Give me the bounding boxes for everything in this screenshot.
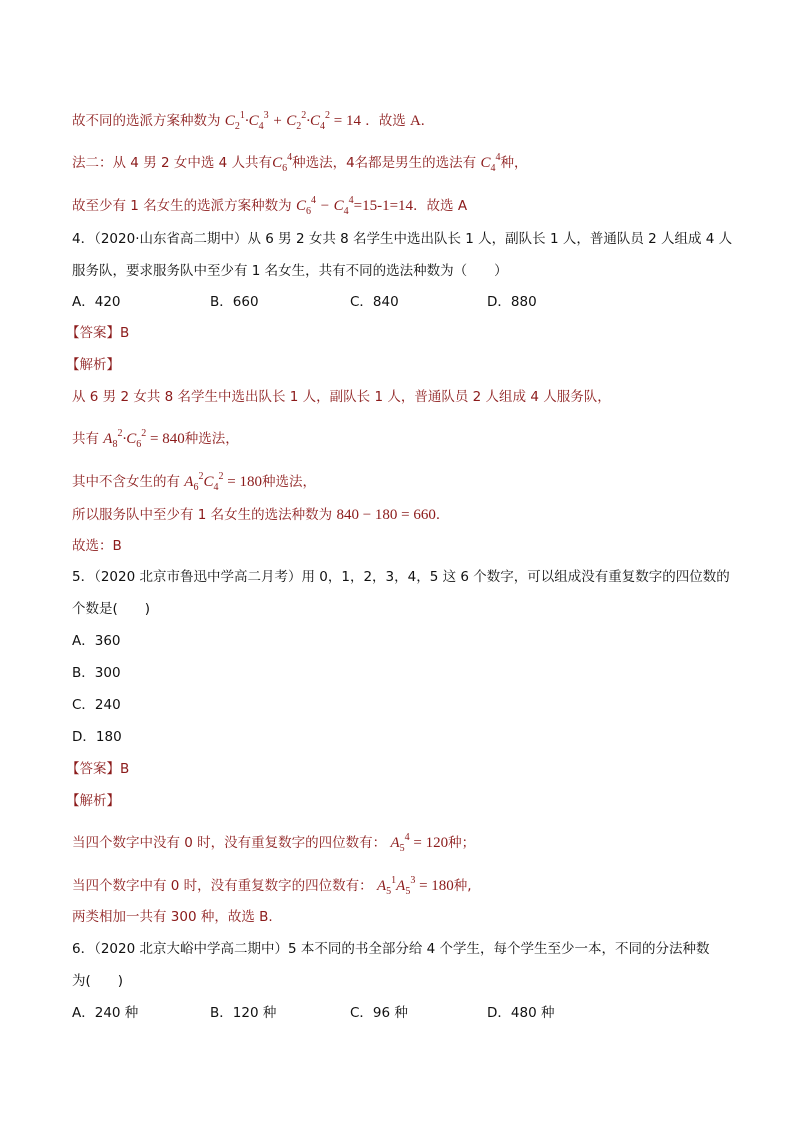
text: 故不同的选派方案种数为 [72,113,221,129]
text: 男 [143,155,157,171]
text: ．故选 [365,113,406,129]
option-b: B．660 [210,294,259,310]
text: =15-1=14 [353,198,414,214]
question-6-stem-2: 为( ) [72,973,124,989]
text: 4 [218,155,228,171]
option-c: C．840 [350,294,399,310]
text: A [457,198,468,214]
text: = 180 [419,878,454,894]
text: 种， [500,155,528,171]
analysis-label: 【解析】 [66,793,120,809]
question-5-stem-2: 个数是( ) [72,601,151,617]
conclusion: 故选：B [72,538,122,554]
question-5-stem-1: 5．（2020 北京市鲁迅中学高二月考）用 0，1，2，3，4，5 这 6 个数字，可以组成没有重复数字的四位数的 [72,569,730,585]
text: 人共有 [231,155,273,171]
solution-text [72,424,239,455]
option-d: D．180 [72,729,122,745]
text: = 120 [413,835,449,851]
text: 种, [453,878,472,894]
text: 种； [448,835,476,851]
text: 其中不含女生的有 [72,474,180,490]
option-a: A．360 [72,633,121,649]
question-4-stem-1: 4．（2020·山东省高二期中）从 6 男 2 女共 8 名学生中选出队长 1 人，副队长 1 人，普通队员 2 人组成 4 人 [72,231,733,247]
solution-text [72,871,472,902]
text: 名都是男生的选法有 [354,155,477,171]
option-d: D．880 [487,294,537,310]
text: 所以服务队中至少有 1 名女生的选法种数为 [72,507,333,523]
text: 当四个数字中有 0 时，没有重复数字的四位数有： [72,878,373,894]
answer-label: 【答案】B [66,325,130,341]
text: 2 [160,155,170,171]
combination-formula: $C_4^4$ [480,152,501,174]
permutation-formula: $A_8^2\cdot C_6^2 = 840$ [103,428,185,450]
question-4-stem-2: 服务队，要求服务队中至少有 1 名女生，共有不同的选法种数为（ ） [72,263,508,279]
permutation-formula: $A_6^2C_4^2 = 180$ [184,471,262,493]
solution-text: 从 6 男 2 女共 8 名学生中选出队长 1 人，副队长 1 人，普通队员 2 人组成 4 人服务队， [72,389,611,405]
combination-formula: $C_6^4$ [272,152,293,174]
option-b: B．300 [72,665,121,681]
answer-label: 【答案】B [66,761,130,777]
text: 名女生的选派方案种数为 [143,198,292,214]
text: ．故选 [413,198,454,214]
text: 种选法， [184,431,239,447]
combination-formula: $C_2^1\cdot C_4^3 + C_2^2\cdot C_4^2 = 14$ [224,110,361,132]
permutation-formula: $A_5^1A_5^3 = 180$ [376,875,454,897]
analysis-label: 【解析】 [66,357,120,373]
option-b: B．120 种 [210,1005,277,1021]
text: 840 − 180 = 660 [336,507,436,523]
text: 共有 [72,431,99,447]
text: 4 [346,155,355,171]
text: A. [410,113,425,129]
option-c: C．96 种 [350,1005,408,1021]
solution-line-2 [72,148,527,179]
option-c: C．240 [72,697,121,713]
question-6-stem-1: 6．（2020 北京大峪中学高二期中）5 本不同的书全部分给 4 个学生，每个学生至少一本，不同的分法种数 [72,941,710,957]
combination-formula: $C_6^4 - C_4^4$ [295,195,354,217]
text: = 180 [227,474,262,490]
permutation-formula: $A_5^4 = 120$ [390,832,449,854]
text: = 840 [149,431,185,447]
text: 1 [130,198,139,214]
option-d: D．480 种 [487,1005,555,1021]
solution-text [72,467,316,498]
text: 种选法， [261,474,316,490]
text: 女中选 [173,155,215,171]
text: 故至少有 [72,198,126,214]
solution-line-1 [72,106,425,137]
solution-text: 两类相加一共有 300 种，故选 B. [72,909,273,925]
text: 法二：从 [72,155,126,171]
text: ． [435,507,450,523]
solution-text [72,828,475,859]
solution-text [72,505,449,525]
text: 当四个数字中没有 0 时，没有重复数字的四位数有： [72,835,387,851]
text: 4 [130,155,139,171]
text: 种选法， [292,155,347,171]
solution-line-3 [72,191,467,222]
option-a: A．240 种 [72,1005,139,1021]
option-a: A．420 [72,294,121,310]
